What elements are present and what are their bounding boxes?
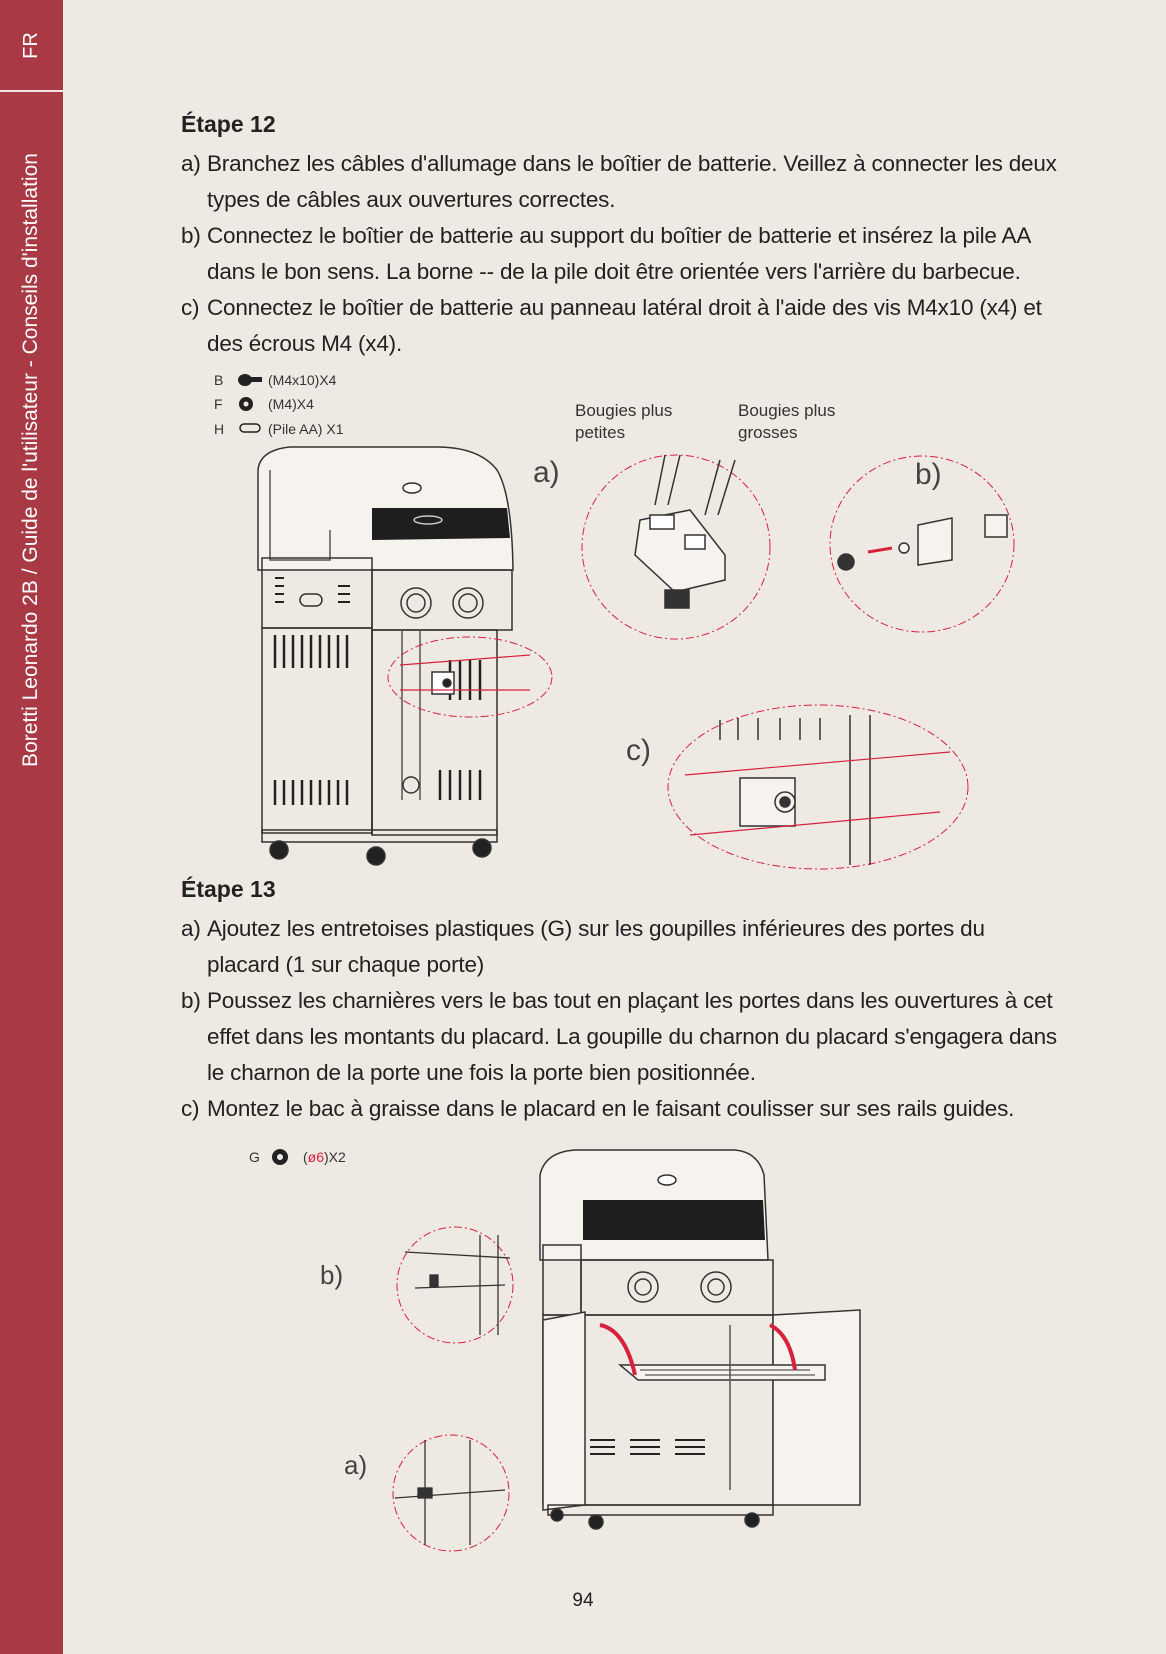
large-plugs-label-line1: Bougies plus (738, 401, 836, 420)
callout-b: b) (915, 458, 942, 491)
item-text: Connectez le boîtier de batterie au support du boîtier de batterie et insérez la pile AA dans le bon sens. La borne -- de la pile doit être orientée vers l'arrière du barbecue. (207, 223, 1030, 284)
battery-icon (240, 424, 260, 432)
item-text: Montez le bac à graisse dans le placard en le faisant coulisser sur ses rails guides. (207, 1096, 1015, 1121)
document-title: Boretti Leonardo 2B / Guide de l'utilisateur - Conseils d'installation (19, 153, 42, 767)
callout-c: c) (626, 734, 651, 767)
item-letter: b) (181, 988, 201, 1013)
detail-b-battery-bracket (830, 456, 1014, 632)
step-13-item-c (181, 1091, 1061, 1127)
nut-icon (239, 397, 253, 411)
item-letter: c) (181, 1096, 200, 1121)
part-b-spec: (M4x10)X4 (268, 372, 337, 388)
parts-list (214, 372, 344, 437)
part-g-spec-close: )X2 (324, 1149, 346, 1165)
step-13-item-b (181, 983, 1061, 1091)
bbq-drawing-step-12 (258, 447, 552, 865)
item-letter: a) (181, 151, 201, 176)
callout-a: a) (533, 456, 560, 489)
callout-b: b) (320, 1260, 344, 1290)
item-text: Poussez les charnières vers le bas tout en plaçant les portes dans les ouvertures à cet effet dans les montants du placard. La goupille du charnon du placard s'engagera dans le charnon de la porte une fois la porte bien positionnée. (207, 988, 1057, 1085)
item-letter: a) (181, 916, 201, 941)
step-13-section (181, 876, 1061, 1127)
item-text: Connectez le boîtier de batterie au panneau latéral droit à l'aide des vis M4x10 (x4) et des écrous M4 (x4). (207, 295, 1042, 356)
part-g-spec-open: ( (303, 1149, 308, 1165)
part-f-code: F (214, 396, 223, 412)
language-label: FR (19, 31, 42, 59)
detail-a-ignition-box (533, 401, 835, 639)
part-f-spec: (M4)X4 (268, 396, 314, 412)
item-letter: c) (181, 295, 200, 320)
detail-b-hinge (320, 1227, 513, 1343)
part-h-code: H (214, 421, 225, 437)
spacer-icon (272, 1149, 288, 1165)
step-13-item-a (181, 911, 1061, 983)
part-g-code: G (249, 1149, 260, 1165)
small-plugs-label-line1: Bougies plus (575, 401, 673, 420)
bbq-drawing-step-13 (540, 1150, 860, 1529)
large-plugs-label-line2: grosses (738, 423, 798, 442)
item-text: Ajoutez les entretoises plastiques (G) sur les goupilles inférieures des portes du placard (1 sur chaque porte) (207, 916, 985, 977)
part-g-spec-size: ø6 (307, 1149, 325, 1165)
step-13-heading: Étape 13 (181, 876, 276, 902)
callout-a: a) (344, 1450, 368, 1480)
page-number: 94 (572, 1590, 594, 1611)
item-letter: b) (181, 223, 201, 248)
screw-icon (238, 374, 262, 386)
part-h-spec: (Pile AA) X1 (268, 421, 344, 437)
detail-a-door-pin (344, 1435, 509, 1551)
step-13-instructions (181, 911, 1061, 1127)
small-plugs-label-line2: petites (575, 423, 626, 442)
detail-c-side-panel (626, 705, 968, 869)
svg-text:(ø6)X2 (303, 1149, 346, 1165)
step-13-illustration (0, 1130, 1166, 1570)
item-text: Branchez les câbles d'allumage dans le boîtier de batterie. Veillez à connecter les deux types de câbles aux ouvertures correctes. (207, 151, 1057, 212)
step-12-heading: Étape 12 (181, 111, 276, 137)
spacer-part (249, 1149, 346, 1165)
part-b-code: B (214, 372, 224, 388)
